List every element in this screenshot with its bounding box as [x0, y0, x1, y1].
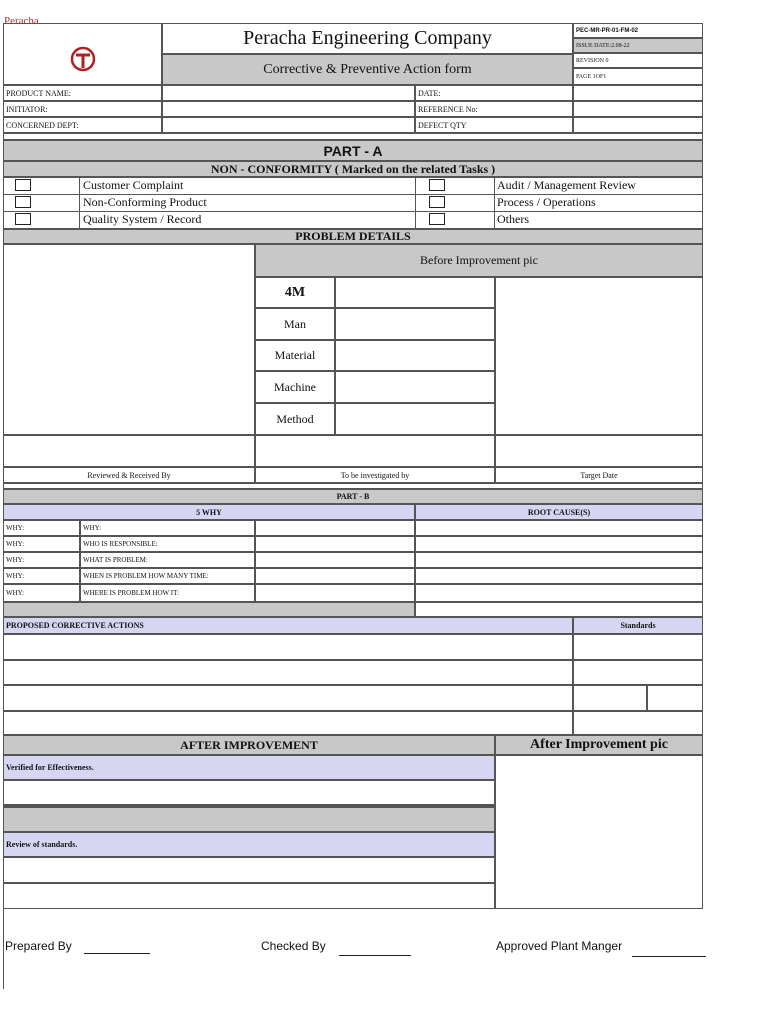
why-answer-field[interactable] [255, 568, 415, 584]
product-name-field[interactable] [162, 85, 415, 101]
reviewed-field[interactable] [3, 435, 255, 467]
issue-date: ISSUE DATE:2.08-22 [573, 38, 703, 53]
why-answer-field[interactable] [255, 536, 415, 552]
prepared-by-line[interactable] [84, 938, 150, 954]
standards-row-4[interactable] [573, 711, 703, 735]
why-label: WHY: [3, 568, 80, 584]
review-field-2[interactable] [3, 883, 495, 909]
logo-text: Peracha [4, 15, 39, 27]
fourm-method-field[interactable] [335, 403, 495, 435]
checkbox-others[interactable] [429, 213, 445, 225]
prepared-by-label: Prepared By [5, 939, 72, 953]
concerned-dept-label: CONCERNED DEPT: [3, 117, 162, 133]
root-cause-heading: ROOT CAUSE(S) [415, 504, 703, 520]
after-pic-heading: After Improvement pic [495, 735, 703, 755]
verified-field[interactable] [3, 780, 495, 805]
option-quality-system: Quality System / Record [83, 212, 202, 226]
why-question: WHAT IS PROBLEM: [80, 552, 255, 568]
option-customer-complaint: Customer Complaint [83, 178, 184, 192]
problem-description-field[interactable] [3, 244, 255, 435]
defect-qty-field[interactable] [573, 117, 703, 133]
reviewed-label: Reviewed & Received By [3, 467, 255, 483]
date-field[interactable] [573, 85, 703, 101]
root-cause-field[interactable] [415, 520, 703, 536]
five-why-heading: 5 WHY [3, 504, 415, 520]
root-cause-field[interactable] [415, 552, 703, 568]
option-audit-review: Audit / Management Review [497, 178, 636, 192]
before-pic-heading: Before Improvement pic [255, 244, 703, 277]
checkbox-nonconforming-product[interactable] [15, 196, 31, 208]
checkbox-audit-review[interactable] [429, 179, 445, 191]
standards-row-1[interactable] [573, 634, 703, 660]
why-label: WHY: [3, 552, 80, 568]
fourm-man: Man [255, 308, 335, 340]
review-standards-label: Review of standards. [3, 832, 495, 857]
proposed-actions-heading: PROPOSED CORRECTIVE ACTIONS [3, 617, 573, 634]
checkbox-process-operations[interactable] [429, 196, 445, 208]
fourm-material: Material [255, 340, 335, 371]
initiator-field[interactable] [162, 101, 415, 117]
approved-by-label: Approved Plant Manger [496, 939, 623, 953]
option-nonconforming-product: Non-Conforming Product [83, 195, 207, 209]
fourm-man-field[interactable] [335, 308, 495, 340]
why-question: WHY: [80, 520, 255, 536]
why-answer-field[interactable] [255, 520, 415, 536]
fourm-heading: 4M [255, 277, 335, 308]
standards-row-3b[interactable] [647, 685, 703, 711]
target-date-label: Target Date [495, 467, 703, 483]
fourm-heading-field[interactable] [335, 277, 495, 308]
problem-details-heading: PROBLEM DETAILS [3, 229, 703, 244]
doc-number: PEC-MR-PR-01-FM-02 [573, 23, 703, 38]
why-question: WHO IS RESPONSIBLE: [80, 536, 255, 552]
part-b-title: PART - B [3, 489, 703, 504]
company-name [162, 23, 573, 54]
why-label: WHY: [3, 536, 80, 552]
signature-block [3, 909, 4, 989]
concerned-dept-field[interactable] [162, 117, 415, 133]
form-title [162, 54, 573, 85]
standards-row-2[interactable] [573, 660, 703, 685]
part-a-title: PART - A [3, 140, 703, 161]
fourm-method: Method [255, 403, 335, 435]
root-cause-field[interactable] [415, 536, 703, 552]
form-title-text: Corrective & Preventive Action form [263, 61, 472, 77]
why-label: WHY: [3, 584, 80, 602]
approved-by-line[interactable] [632, 941, 706, 957]
company-logo [4, 15, 163, 84]
page-number: PAGE 1OF1 [573, 68, 703, 85]
option-process-operations: Process / Operations [497, 195, 596, 209]
why-question: WHEN IS PROBLEM HOW MANY TIME: [80, 568, 255, 584]
date-label: DATE: [415, 85, 573, 101]
spacer-row [3, 133, 703, 140]
after-gray-row [3, 807, 495, 832]
fourm-machine: Machine [255, 371, 335, 403]
after-improvement-heading: AFTER IMPROVEMENT [3, 735, 495, 755]
reference-field[interactable] [573, 101, 703, 117]
checkbox-customer-complaint[interactable] [15, 179, 31, 191]
fourm-material-field[interactable] [335, 340, 495, 371]
action-row-4[interactable] [3, 711, 573, 735]
target-date-field[interactable] [495, 435, 703, 467]
why-spacer-left [3, 602, 415, 617]
header-logo-cell [3, 15, 162, 85]
company-name-text: Peracha Engineering Company [243, 27, 492, 49]
product-name-label: PRODUCT NAME: [3, 85, 162, 101]
defect-qty-label: DEFECT QTY [415, 117, 573, 133]
checked-by-label: Checked By [261, 939, 326, 953]
review-field-1[interactable] [3, 857, 495, 883]
before-pic-area[interactable] [495, 277, 703, 435]
action-row-3[interactable] [3, 685, 573, 711]
why-spacer-right [415, 602, 703, 617]
why-label: WHY: [3, 520, 80, 536]
why-answer-field[interactable] [255, 552, 415, 568]
revision: REVISION 0 [573, 53, 703, 68]
reference-label: REFERENCE No: [415, 101, 573, 117]
checked-by-line[interactable] [339, 940, 411, 956]
investigated-field[interactable] [255, 435, 495, 467]
why-answer-field[interactable] [255, 584, 415, 602]
standards-heading: Standards [573, 617, 703, 634]
checkbox-quality-system[interactable] [15, 213, 31, 225]
nonconformity-heading: NON - CONFORMITY ( Marked on the related Tasks ) [3, 161, 703, 177]
initiator-label: INITIATOR: [3, 101, 162, 117]
option-others: Others [497, 212, 529, 226]
root-cause-field[interactable] [415, 584, 703, 602]
action-row-1[interactable] [3, 634, 573, 660]
standards-row-3a[interactable] [573, 685, 647, 711]
investigated-label: To be investigated by [255, 467, 495, 483]
why-question: WHERE IS PROBLEM HOW IT: [80, 584, 255, 602]
verified-label: Verified for Effectiveness. [3, 755, 495, 780]
fourm-machine-field[interactable] [335, 371, 495, 403]
root-cause-field[interactable] [415, 568, 703, 584]
action-row-2[interactable] [3, 660, 573, 685]
after-pic-area[interactable] [495, 755, 703, 909]
